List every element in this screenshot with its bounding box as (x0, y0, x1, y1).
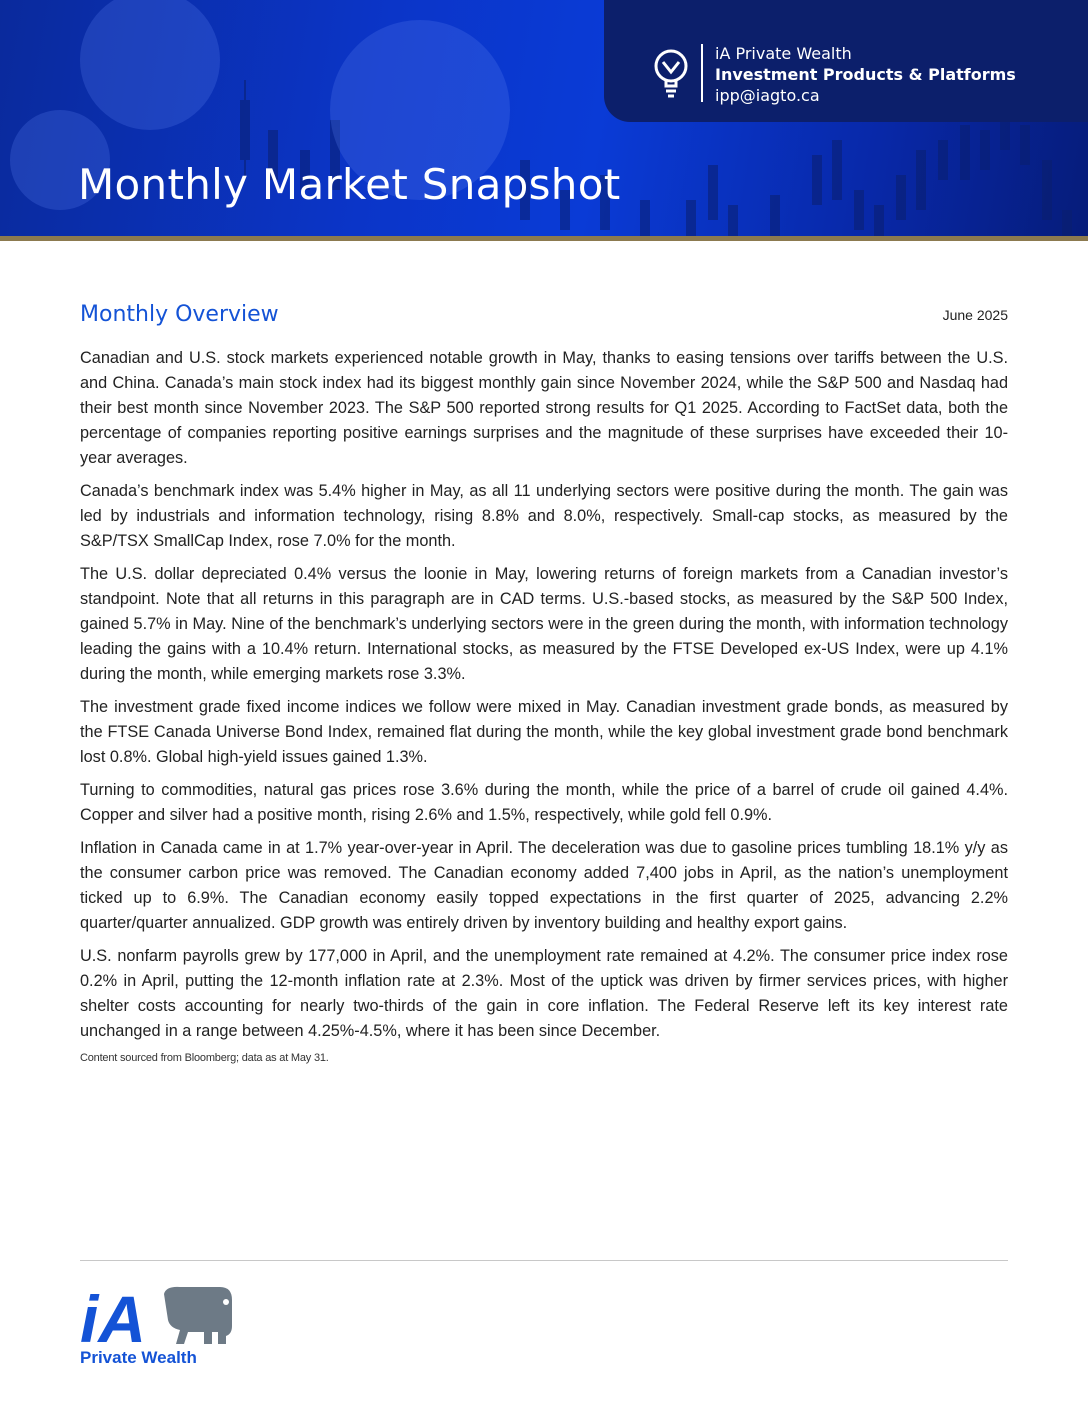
header-divider (0, 236, 1088, 241)
overview-body (80, 346, 1008, 1064)
paragraph-commodities: Turning to commodities, natural gas prices rose 3.6% during the month, while the price of a barrel of crude oil gained 4.4%. Copper and silver had a positive month, rising 2.6% and 1.5%, respectively, while gold fell 0.9%. (80, 781, 1008, 824)
contact-org: iA Private Wealth (715, 44, 852, 63)
section-title: Monthly Overview (80, 302, 279, 327)
logo-text: iA (80, 1284, 146, 1348)
contact-email[interactable]: ipp@iagto.ca (715, 86, 820, 105)
header-banner (0, 0, 1088, 236)
paragraph-foreign-equities: The U.S. dollar depreciated 0.4% versus the loonie in May, lowering returns of foreign markets from a Canadian investor’s standpoint. Note that all returns in this paragraph are in CAD terms. U.S.-based stocks, as measured by the S&P 500 Index, gained 5.7% in May. Nine of the benchmark’s underlying sectors were in the green during the month, with information technology leading the gains with a 10.4% return. International stocks, as measured by the FTSE Developed ex-US Index, were up 4.1% during the month, while emerging markets rose 3.3%. (80, 565, 1008, 683)
paragraph-canada-equities: Canada’s benchmark index was 5.4% higher in May, as all 11 underlying sectors were positive during the month. The gain was led by industrials and information technology, rising 8.8% and 8.0%, respectively. Small-cap stocks, as measured by the S&P/TSX SmallCap Index, rose 7.0% for the month. (80, 482, 1008, 550)
contact-department: Investment Products & Platforms (715, 65, 1016, 84)
contact-divider (701, 44, 703, 102)
report-date: June 2025 (942, 307, 1008, 323)
paragraph-markets: Canadian and U.S. stock markets experienced notable growth in May, thanks to easing tensions over tariffs between the U.S. and China. Canada’s main stock index had its biggest monthly gain since November 2024, while the S&P 500 and Nasdaq had their best month since November 2023. The S&P 500 reported strong results for Q1 2025. According to FactSet data, both the percentage of companies reporting positive earnings surprises and the magnitude of these surprises have exceeded their 10-year averages. (80, 349, 1008, 467)
paragraph-us-economy: U.S. nonfarm payrolls grew by 177,000 in April, and the unemployment rate remained at 4.2%. The consumer price index rose 0.2% in April, putting the 12-month inflation rate at 2.3%. Most of the uptick was driven by firmer services prices, with higher shelter costs accounting for nearly two-thirds of the gain in core inflation. The Federal Reserve left its key interest rate unchanged in a range between 4.25%-4.5%, where it has been since December. (80, 947, 1008, 1040)
paragraph-fixed-income: The investment grade fixed income indices we follow were mixed in May. Canadian investment grade bonds, as measured by the FTSE Canada Universe Bond Index, remained flat during the month, while the key global investment grade bond benchmark lost 0.8%. Global high-yield issues gained 1.3%. (80, 698, 1008, 766)
elephant-logo-icon (80, 1284, 240, 1348)
page-title: Monthly Market Snapshot (78, 160, 621, 209)
lightbulb-icon (652, 48, 690, 100)
source-note: Content sourced from Bloomberg; data as at May 31. (80, 1052, 329, 1064)
logo-subtitle: Private Wealth (80, 1348, 197, 1367)
footer-divider (80, 1260, 1008, 1261)
paragraph-canada-economy: Inflation in Canada came in at 1.7% year-over-year in April. The deceleration was due to gasoline prices tumbling 18.1% y/y as the consumer carbon price was removed. The Canadian economy added 7,400 jobs in April, as the nation’s unemployment ticked up to 6.9%. The Canadian economy easily topped expectations in the first quarter of 2025, advancing 2.2% quarter/quarter annualized. GDP growth was entirely driven by inventory building and healthy export gains. (80, 839, 1008, 932)
contact-info (715, 43, 1016, 106)
contact-box (604, 0, 1088, 122)
